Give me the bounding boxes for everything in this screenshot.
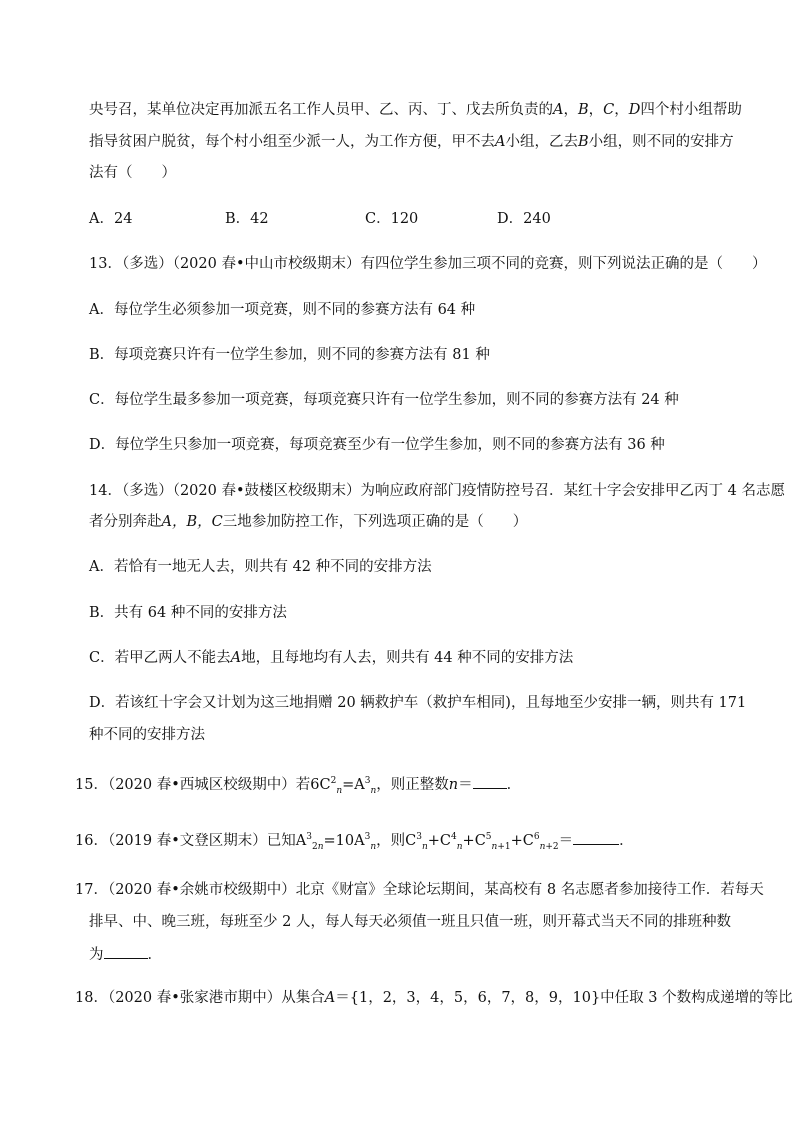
- q14-stem-line-1: 14．（多选）（2020 春•鼓楼区校级期末）为响应政府部门疫情防控号召．某红十字会安排甲乙丙丁 4 名志愿: [89, 483, 785, 499]
- q16-condition: $A^3_{2n}=10A^3_n$: [295, 832, 377, 852]
- q13-option-d[interactable]: D．每位学生只参加一项竞赛，每项竞赛至少有一位学生参加，则不同的参赛方法有 36 种: [89, 437, 665, 453]
- q14-option-d-line-2[interactable]: 种不同的安排方法: [89, 727, 205, 743]
- q18-line-1: 18．（2020 春•张家港市期中）从集合A＝{1，2，3，4，5，6，7，8，9，10}中任取 3 个数构成递增的等比: [75, 990, 793, 1006]
- q16-answer-blank[interactable]: [573, 830, 619, 845]
- q15-question: 15．（2020 春•西城区校级期中）若$6C^2_n=A^3_n$，则正整数n＝ ．: [75, 774, 521, 795]
- q12-option-b[interactable]: B．42: [225, 211, 269, 227]
- q13-option-b[interactable]: B．每项竞赛只许有一位学生参加，则不同的参赛方法有 81 种: [89, 347, 490, 363]
- q12-var-b: B: [577, 102, 589, 118]
- q14-stem-line-2: 者分别奔赴A，B，C三地参加防控工作，下列选项正确的是（ ）: [89, 514, 528, 530]
- q17-answer-blank[interactable]: [104, 944, 148, 959]
- q17-line-3: 为 ．: [89, 944, 162, 965]
- q16-question: 16．（2019 春•文登区期末）已知$A^3_{2n}=10A^3_n$，则$C^3_n+C^4_n+C^5_{n+1}+C^6_{n+2}=$ ．: [75, 830, 634, 851]
- q13-option-c[interactable]: C．每位学生最多参加一项竞赛，每项竞赛只许有一位学生参加，则不同的参赛方法有 24 种: [89, 392, 679, 408]
- q12-line-2: 指导贫困户脱贫，每个村小组至少派一人，为工作方便，甲不去A小组，乙去B小组，则不同的安排方: [89, 134, 734, 150]
- q15-equation: $6C^2_n=A^3_n$: [310, 776, 377, 796]
- q12-options: [89, 209, 689, 229]
- q13-option-a[interactable]: A．每位学生必须参加一项竞赛，则不同的参赛方法有 64 种: [89, 302, 476, 318]
- q16-expression: $C^3_n+C^4_n+C^5_{n+1}+C^6_{n+2}$: [405, 832, 559, 852]
- q17-line-2: 排早、中、晚三班，每班至少 2 人，每人每天必须值一班且只值一班，则开幕式当天不同的排班种数: [89, 914, 731, 930]
- q17-line-1: 17．（2020 春•余姚市校级期中）北京《财富》全球论坛期间，某高校有 8 名志愿者参加接待工作．若每天: [75, 882, 764, 898]
- q12-var-a: A: [553, 102, 564, 118]
- q13-stem: 13．（多选）（2020 春•中山市校级期末）有四位学生参加三项不同的竞赛，则下列说法正确的是（ ）: [89, 256, 767, 272]
- q12-option-c[interactable]: C．120: [365, 211, 419, 227]
- q12-var-c: C: [603, 102, 615, 118]
- q14-option-b[interactable]: B．共有 64 种不同的安排方法: [89, 605, 287, 621]
- q12-option-d[interactable]: D．240: [497, 211, 551, 227]
- q12-option-a[interactable]: A．24: [89, 211, 133, 227]
- q12-var-d: D: [628, 102, 641, 118]
- q14-option-c[interactable]: C．若甲乙两人不能去A地，且每地均有人去，则共有 44 种不同的安排方法: [89, 650, 574, 666]
- q14-option-a[interactable]: A．若恰有一地无人去，则共有 42 种不同的安排方法: [89, 559, 432, 575]
- q12-line-1: 央号召，某单位决定再加派五名工作人员甲、乙、丙、丁、戊去所负责的A，B，C，D四个村小组帮助: [89, 102, 742, 118]
- q15-answer-blank[interactable]: [473, 774, 507, 789]
- q14-option-d-line-1[interactable]: D．若该红十字会又计划为这三地捐赠 20 辆救护车（救护车相同)，且每地至少安排一辆，则共有 171: [89, 695, 747, 711]
- q14-places: A，B，C: [161, 514, 223, 530]
- q12-line-3: 法有（ ）: [89, 165, 176, 181]
